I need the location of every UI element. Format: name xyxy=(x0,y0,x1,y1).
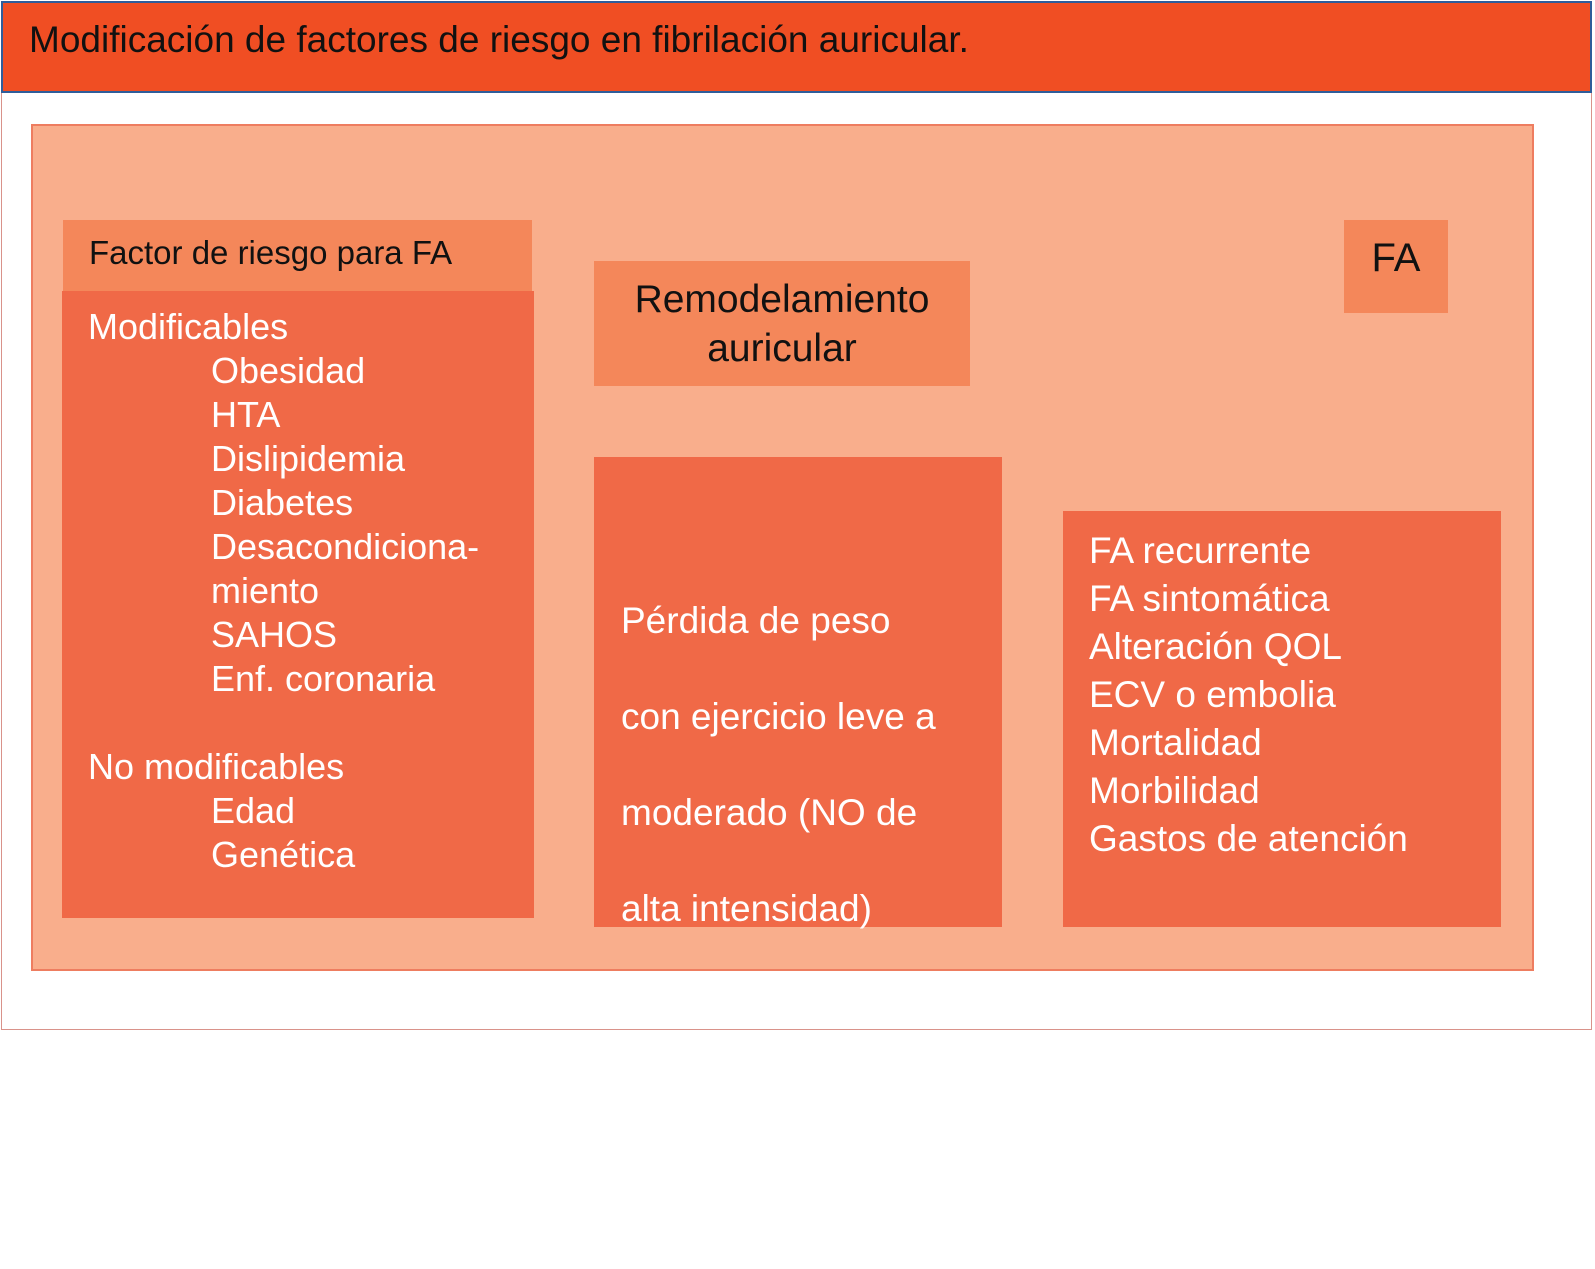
modifiable-item: SAHOS xyxy=(211,614,338,655)
fa-outcome-list xyxy=(1089,527,1408,863)
fa-outcome-item: FA recurrente xyxy=(1089,530,1312,571)
risk-factor-list xyxy=(88,305,479,877)
non-modifiable-label: No modificables xyxy=(88,746,345,787)
remodeling-box xyxy=(594,261,970,386)
risk-factor-header-label: Factor de riesgo para FA xyxy=(89,234,453,271)
modifiable-item: Enf. coronaria xyxy=(211,658,436,699)
intervention-panel xyxy=(594,457,1002,1217)
fa-header xyxy=(1344,220,1448,313)
non-modifiable-item: Edad xyxy=(211,790,296,831)
non-modifiable-item: Genética xyxy=(211,834,356,875)
remodeling-line: Remodelamiento xyxy=(634,278,930,321)
risk-factor-header xyxy=(63,220,532,291)
modifiable-item: Dislipidemia xyxy=(211,438,406,479)
intervention-line: modificables xyxy=(621,1176,827,1217)
figure-title: Modificación de factores de riesgo en fibrilación auricular. xyxy=(29,19,969,60)
fa-outcome-item: Morbilidad xyxy=(1089,770,1260,811)
modifiable-label: Modificables xyxy=(88,306,289,347)
remodeling-line: auricular xyxy=(707,327,857,370)
intervention-line: con ejercicio leve a xyxy=(621,696,936,737)
fa-outcome-item: ECV o embolia xyxy=(1089,674,1336,715)
modifiable-item: miento xyxy=(211,570,320,611)
modifiable-item: HTA xyxy=(211,394,281,435)
fa-outcome-item: Mortalidad xyxy=(1089,722,1262,763)
modifiable-item: Diabetes xyxy=(211,482,354,523)
fa-outcome-panel xyxy=(1063,511,1501,927)
risk-factor-panel xyxy=(62,291,534,918)
intervention-line: de riesgo xyxy=(621,1080,774,1121)
remodeling-label xyxy=(594,275,970,373)
intervention-line: Manejo de factores xyxy=(621,984,936,1025)
group-spacer xyxy=(88,701,479,745)
fa-outcome-item: FA sintomática xyxy=(1089,578,1330,619)
fa-outcome-item: Gastos de atención xyxy=(1089,818,1408,859)
fa-header-label: FA xyxy=(1371,236,1421,280)
intervention-line: alta intensidad) xyxy=(621,888,872,929)
intervention-text xyxy=(621,549,936,1269)
fa-outcome-item: Alteración QOL xyxy=(1089,626,1342,667)
intervention-line: Pérdida de peso xyxy=(621,600,891,641)
modifiable-item: Desacondiciona- xyxy=(211,526,480,567)
title-bar xyxy=(1,1,1592,93)
intervention-line: moderado (NO de xyxy=(621,792,918,833)
modifiable-item: Obesidad xyxy=(211,350,366,391)
